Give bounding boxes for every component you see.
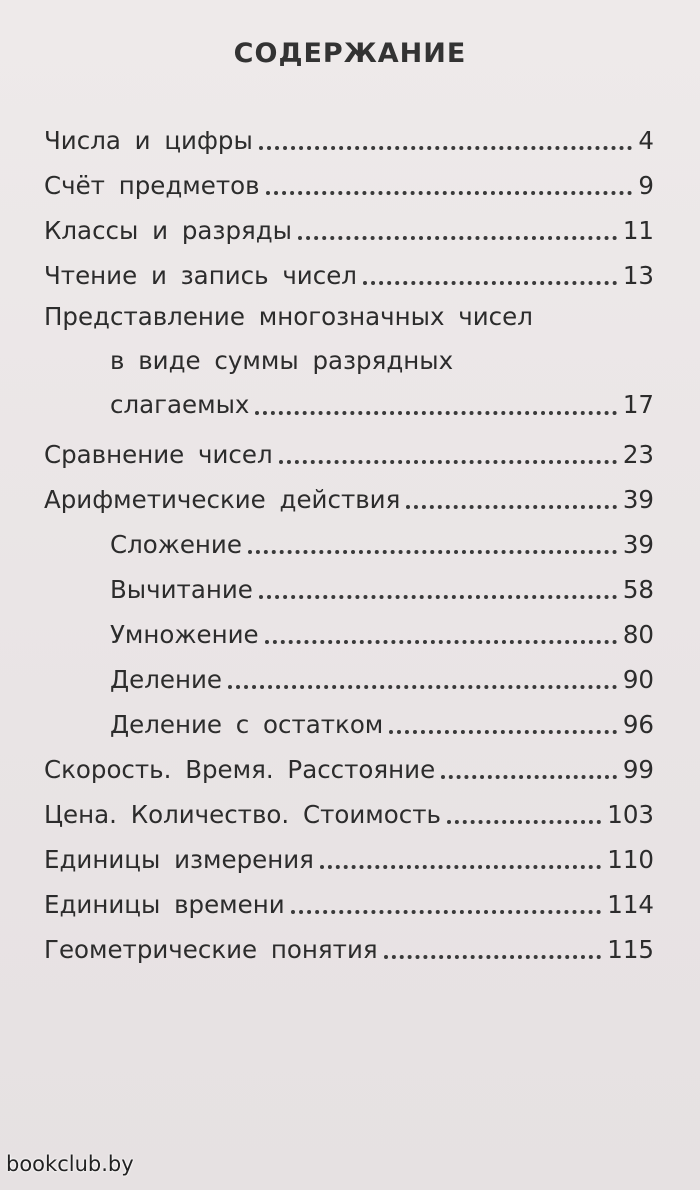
leader-dots [441, 775, 617, 779]
leader-dots [259, 595, 617, 599]
page-title: СОДЕРЖАНИЕ [233, 38, 467, 69]
toc-entry-page: 96 [622, 710, 654, 739]
toc-entry [44, 113, 654, 158]
toc-subentry [44, 652, 654, 697]
toc-entry [44, 832, 654, 877]
toc-entry-label: Сравнение чисел [44, 440, 273, 469]
leader-dots [291, 910, 602, 914]
toc-entry-page: 103 [607, 800, 654, 829]
toc-entry-label: Единицы времени [44, 890, 285, 919]
toc-entry [44, 877, 654, 922]
toc-entry-label: Геометрические понятия [44, 935, 378, 964]
toc-entry [44, 248, 654, 293]
leader-dots [298, 236, 617, 240]
toc-entry-label: Умножение [110, 620, 259, 649]
toc-entry-page: 4 [638, 126, 654, 155]
leader-dots [363, 281, 617, 285]
toc-subentry [44, 697, 654, 742]
leader-dots [320, 865, 601, 869]
toc-entry-label: Деление [110, 665, 222, 694]
watermark: bookclub.by [6, 1152, 134, 1176]
leader-dots [279, 460, 617, 464]
toc-entry-page: 13 [622, 261, 654, 290]
toc-entry-label-line1: Представление многозначных чисел [44, 302, 533, 331]
toc-entry-label: Цена. Количество. Стоимость [44, 800, 441, 829]
leader-dots [259, 146, 633, 150]
toc-entry-page: 58 [622, 575, 654, 604]
toc-entry-page: 99 [622, 755, 654, 784]
toc-entry-page: 110 [607, 845, 654, 874]
toc-entry-last-line [44, 383, 654, 427]
toc-entry-page: 90 [622, 665, 654, 694]
leader-dots [389, 730, 617, 734]
toc-entry-multiline [44, 295, 654, 427]
toc-entry [44, 427, 654, 472]
toc-entry [44, 158, 654, 203]
table-of-contents [44, 113, 654, 967]
toc-entry-label: Классы и разряды [44, 216, 293, 245]
toc-subentry [44, 517, 654, 562]
toc-entry-page: 80 [622, 620, 654, 649]
leader-dots [447, 820, 601, 824]
toc-entry-page: 114 [607, 890, 654, 919]
toc-entry-label-line2: в виде суммы разрядных [110, 346, 454, 375]
leader-dots [406, 505, 617, 509]
toc-entry-page: 23 [622, 440, 654, 469]
toc-entry-label: Числа и цифры [44, 126, 253, 155]
toc-subentry [44, 562, 654, 607]
leader-dots [248, 550, 617, 554]
toc-entry [44, 787, 654, 832]
toc-entry-label: Счёт предметов [44, 171, 260, 200]
toc-entry [44, 922, 654, 967]
leader-dots [265, 640, 617, 644]
toc-entry-label: Единицы измерения [44, 845, 314, 874]
leader-dots [266, 191, 633, 195]
toc-entry-label: Деление с остатком [110, 710, 384, 739]
toc-entry-label: Скорость. Время. Расстояние [44, 755, 436, 784]
toc-entry [44, 203, 654, 248]
toc-entry-label-line3: слагаемых [110, 390, 250, 419]
toc-entry-label: Сложение [110, 530, 242, 559]
leader-dots [228, 685, 617, 689]
leader-dots [384, 955, 602, 959]
toc-entry [44, 472, 654, 517]
toc-entry-page: 11 [622, 216, 654, 245]
toc-entry-label: Чтение и запись чисел [44, 261, 357, 290]
toc-entry-label: Вычитание [110, 575, 253, 604]
toc-entry-page: 17 [622, 390, 654, 419]
leader-dots [255, 411, 616, 415]
toc-entry-label: Арифметические действия [44, 485, 401, 514]
toc-entry-page: 9 [638, 171, 654, 200]
toc-entry-page: 39 [622, 485, 654, 514]
toc-entry-page: 115 [607, 935, 654, 964]
toc-entry [44, 742, 654, 787]
toc-entry-page: 39 [622, 530, 654, 559]
toc-subentry [44, 607, 654, 652]
